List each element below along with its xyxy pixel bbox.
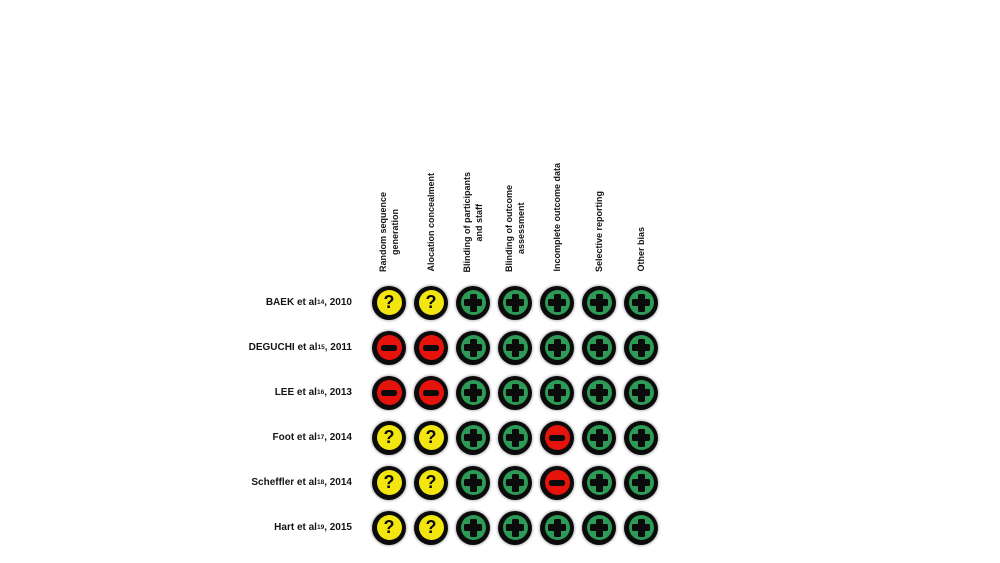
column-header-1 <box>368 158 410 280</box>
risk-cell <box>494 280 536 325</box>
study-label: DEGUCHI et al 15 , 2011 <box>248 342 352 353</box>
risk-cell <box>620 325 662 370</box>
risk-cell <box>578 460 620 505</box>
risk-cell <box>368 460 410 505</box>
low-symbol <box>548 294 566 312</box>
risk-cell <box>410 325 452 370</box>
unclear-symbol: ? <box>383 292 395 312</box>
low-symbol <box>506 294 524 312</box>
low-symbol <box>506 384 524 402</box>
column-header-label: Incomplete outcome data <box>552 163 562 272</box>
low-symbol <box>590 429 608 447</box>
risk-icon-low <box>624 466 658 500</box>
low-symbol <box>590 339 608 357</box>
risk-icon-high <box>414 376 448 410</box>
low-symbol <box>506 474 524 492</box>
risk-icon-low <box>498 286 532 320</box>
risk-icon-unclear <box>372 286 406 320</box>
risk-icon-low <box>456 466 490 500</box>
risk-icon-unclear <box>414 421 448 455</box>
unclear-symbol: ? <box>425 472 437 492</box>
risk-cell <box>536 460 578 505</box>
column-header-5 <box>536 158 578 280</box>
column-header-label: Random sequence generation <box>378 191 400 272</box>
low-symbol <box>632 519 650 537</box>
risk-cell <box>620 370 662 415</box>
risk-cell <box>536 325 578 370</box>
risk-icon-low <box>582 511 616 545</box>
risk-cell <box>368 280 410 325</box>
risk-icon-high <box>372 331 406 365</box>
risk-cell <box>620 460 662 505</box>
risk-cell <box>452 370 494 415</box>
risk-cell <box>578 415 620 460</box>
high-symbol <box>549 435 565 441</box>
risk-icon-high <box>414 331 448 365</box>
low-symbol <box>590 519 608 537</box>
high-symbol <box>381 390 397 396</box>
risk-cell <box>368 325 410 370</box>
risk-icon-low <box>540 376 574 410</box>
risk-cell <box>536 370 578 415</box>
risk-icon-low <box>456 286 490 320</box>
study-label: Foot et al 17 , 2014 <box>272 432 352 443</box>
risk-of-bias-table <box>250 158 662 550</box>
risk-icon-low <box>540 511 574 545</box>
study-label: LEE et al 16 , 2013 <box>274 387 352 398</box>
risk-cell <box>410 415 452 460</box>
risk-icon-low <box>624 286 658 320</box>
study-label: BAEK et al 14 , 2010 <box>265 297 352 308</box>
risk-icon-low <box>498 511 532 545</box>
risk-icon-low <box>582 421 616 455</box>
column-header-label: Selective reporting <box>594 190 604 272</box>
risk-cell <box>368 505 410 550</box>
low-symbol <box>632 339 650 357</box>
unclear-symbol: ? <box>425 427 437 447</box>
risk-icon-low <box>624 421 658 455</box>
low-symbol <box>464 339 482 357</box>
risk-cell <box>368 415 410 460</box>
risk-cell <box>410 460 452 505</box>
risk-icon-low <box>456 421 490 455</box>
column-header-label: Blinding of outcome assessment <box>504 185 526 272</box>
low-symbol <box>464 384 482 402</box>
risk-cell <box>452 460 494 505</box>
column-header-6 <box>578 158 620 280</box>
study-label: Hart et al 19 , 2015 <box>274 522 352 533</box>
risk-icon-low <box>624 376 658 410</box>
risk-cell <box>494 505 536 550</box>
column-header-label: Alocation concealment <box>426 173 436 272</box>
low-symbol <box>464 474 482 492</box>
risk-cell <box>452 280 494 325</box>
risk-cell <box>578 280 620 325</box>
low-symbol <box>632 429 650 447</box>
column-header-2 <box>410 158 452 280</box>
column-header-7 <box>620 158 662 280</box>
low-symbol <box>590 384 608 402</box>
risk-icon-low <box>582 466 616 500</box>
risk-cell <box>452 505 494 550</box>
low-symbol <box>464 429 482 447</box>
risk-cell <box>368 370 410 415</box>
risk-cell <box>578 325 620 370</box>
low-symbol <box>464 294 482 312</box>
risk-cell <box>620 505 662 550</box>
risk-cell <box>410 505 452 550</box>
risk-icon-low <box>456 331 490 365</box>
risk-cell <box>578 505 620 550</box>
risk-icon-low <box>456 511 490 545</box>
risk-icon-unclear <box>414 286 448 320</box>
low-symbol <box>548 519 566 537</box>
low-symbol <box>506 519 524 537</box>
high-symbol <box>423 345 439 351</box>
risk-icon-low <box>540 286 574 320</box>
study-label: Scheffler et al 18 , 2014 <box>251 477 352 488</box>
high-symbol <box>423 390 439 396</box>
unclear-symbol: ? <box>425 292 437 312</box>
risk-cell <box>494 415 536 460</box>
table-corner-spacer <box>250 158 368 280</box>
column-header-label: Blinding of participants and staff <box>462 171 484 272</box>
low-symbol <box>590 294 608 312</box>
risk-icon-unclear <box>372 511 406 545</box>
risk-icon-low <box>540 331 574 365</box>
risk-icon-low <box>456 376 490 410</box>
risk-icon-low <box>498 376 532 410</box>
low-symbol <box>506 339 524 357</box>
column-header-3 <box>452 158 494 280</box>
unclear-symbol: ? <box>383 427 395 447</box>
risk-icon-low <box>624 331 658 365</box>
risk-cell <box>536 505 578 550</box>
low-symbol <box>464 519 482 537</box>
risk-cell <box>620 280 662 325</box>
low-symbol <box>590 474 608 492</box>
column-header-label: Other bias <box>636 227 646 272</box>
risk-cell <box>410 370 452 415</box>
high-symbol <box>549 480 565 486</box>
low-symbol <box>632 384 650 402</box>
risk-icon-unclear <box>372 421 406 455</box>
high-symbol <box>381 345 397 351</box>
column-header-4 <box>494 158 536 280</box>
risk-icon-unclear <box>414 511 448 545</box>
risk-icon-unclear <box>372 466 406 500</box>
risk-cell <box>536 280 578 325</box>
risk-icon-low <box>582 376 616 410</box>
risk-icon-low <box>582 331 616 365</box>
low-symbol <box>548 384 566 402</box>
risk-cell <box>494 460 536 505</box>
unclear-symbol: ? <box>383 472 395 492</box>
risk-icon-low <box>624 511 658 545</box>
risk-cell <box>452 325 494 370</box>
risk-cell <box>494 370 536 415</box>
risk-icon-low <box>582 286 616 320</box>
risk-icon-low <box>498 331 532 365</box>
risk-icon-low <box>498 421 532 455</box>
risk-icon-unclear <box>414 466 448 500</box>
unclear-symbol: ? <box>383 517 395 537</box>
risk-cell <box>494 325 536 370</box>
risk-cell <box>410 280 452 325</box>
risk-icon-low <box>498 466 532 500</box>
risk-cell <box>536 415 578 460</box>
risk-cell <box>578 370 620 415</box>
risk-icon-high <box>540 466 574 500</box>
risk-cell <box>620 415 662 460</box>
risk-icon-high <box>540 421 574 455</box>
low-symbol <box>632 294 650 312</box>
low-symbol <box>548 339 566 357</box>
risk-cell <box>452 415 494 460</box>
risk-icon-high <box>372 376 406 410</box>
low-symbol <box>632 474 650 492</box>
low-symbol <box>506 429 524 447</box>
unclear-symbol: ? <box>425 517 437 537</box>
